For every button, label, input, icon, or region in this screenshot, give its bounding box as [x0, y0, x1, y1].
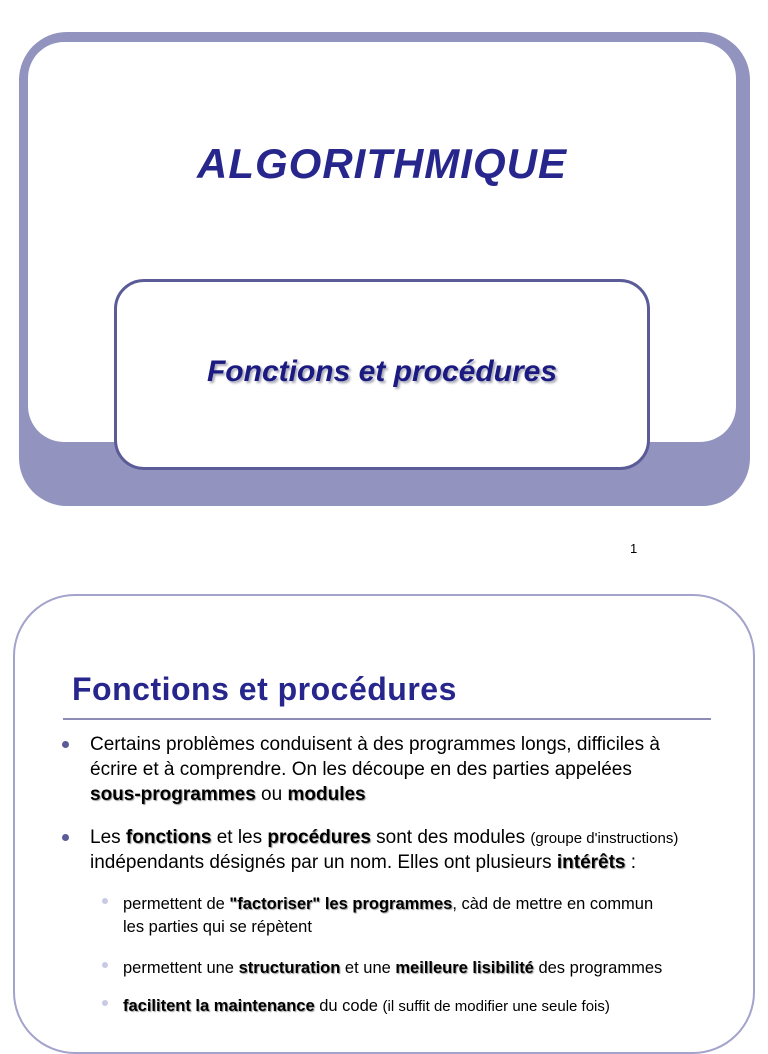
keyword: modules: [287, 784, 366, 805]
bullet-text: Les fonctions et les procédures sont des modules (groupe d'instructions): [90, 827, 679, 848]
bullet-text: Certains problèmes conduisent à des programmes longs, difficiles à: [90, 734, 660, 755]
keyword: sous-programmes: [90, 784, 256, 805]
sub-bullet-text: permettent une structuration et une meilleure lisibilité des programmes: [123, 959, 663, 977]
keyword: procédures: [267, 827, 371, 848]
keyword: structuration: [238, 959, 341, 977]
bullet-icon: [62, 834, 69, 841]
bullet-icon: [62, 741, 69, 748]
keyword: "factoriser" les programmes: [229, 895, 453, 913]
keyword: facilitent la maintenance: [123, 997, 315, 1015]
slide-title: ALGORITHMIQUE: [197, 140, 567, 187]
page-number: 1: [630, 541, 638, 556]
sub-bullet-text: les parties qui se répètent: [123, 918, 312, 936]
title-divider: [63, 718, 711, 720]
sub-bullet-text: facilitent la maintenance du code (il suffit de modifier une seule fois): [123, 997, 610, 1015]
bullet-text: sous-programmes ou modules: [90, 784, 366, 805]
keyword: meilleure lisibilité: [395, 959, 534, 977]
slide-subtitle: Fonctions et procédures: [206, 355, 558, 388]
content-slide-title: Fonctions et procédures: [72, 671, 457, 707]
content-slide-frame: [13, 594, 755, 1054]
sub-bullet-icon: [102, 898, 108, 904]
keyword: intérêts: [556, 852, 626, 873]
sub-bullet-text: permettent de "factoriser" les programmes, càd de mettre en commun: [123, 895, 654, 913]
sub-bullet-icon: [102, 962, 108, 968]
keyword: fonctions: [125, 827, 212, 848]
sub-bullet-icon: [102, 1000, 108, 1006]
bullet-text: écrire et à comprendre. On les découpe en des parties appelées: [90, 759, 632, 780]
bullet-text: indépendants désignés par un nom. Elles ont plusieurs intérêts :: [90, 852, 637, 873]
